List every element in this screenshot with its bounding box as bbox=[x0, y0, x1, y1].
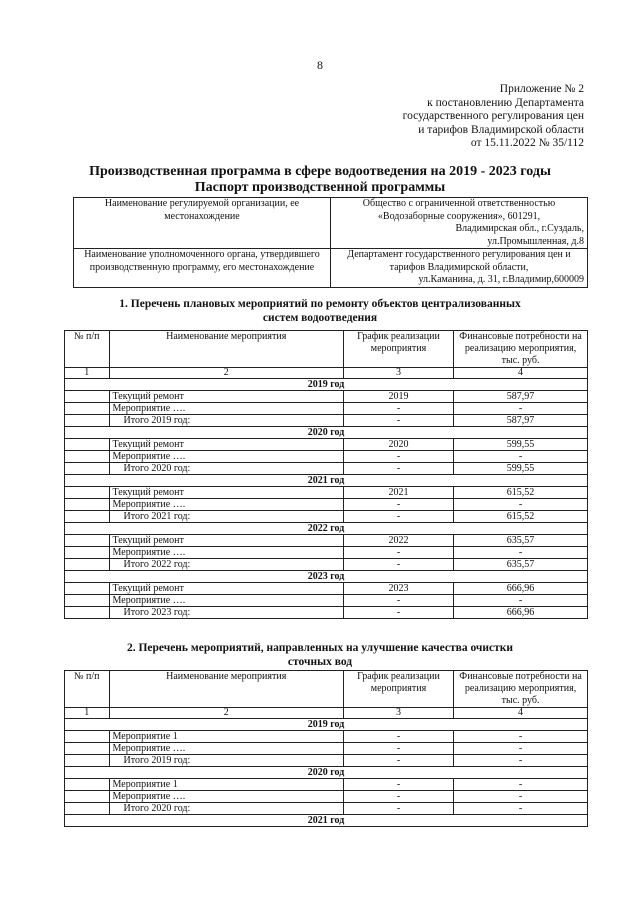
table-row bbox=[65, 403, 588, 415]
year-label: 2023 год bbox=[65, 571, 588, 583]
cost-cell: 599,55 bbox=[454, 463, 588, 475]
schedule-cell: - bbox=[343, 451, 453, 463]
row-number bbox=[65, 415, 110, 427]
year-row bbox=[65, 427, 588, 439]
row-number bbox=[65, 403, 110, 415]
section-title-line: сточных вод bbox=[287, 656, 353, 668]
schedule-cell: 2022 bbox=[343, 535, 453, 547]
table-row bbox=[65, 499, 588, 511]
year-label: 2019 год bbox=[65, 379, 588, 391]
table-row bbox=[65, 791, 588, 803]
row-number bbox=[65, 731, 110, 743]
passport-value bbox=[331, 198, 588, 249]
year-row bbox=[65, 379, 588, 391]
table-row bbox=[65, 511, 588, 523]
cost-cell: - bbox=[454, 451, 588, 463]
schedule-cell: - bbox=[343, 499, 453, 511]
table-row bbox=[65, 595, 588, 607]
column-number: 1 bbox=[65, 368, 110, 379]
row-number bbox=[65, 755, 110, 767]
column-number: 4 bbox=[454, 368, 588, 379]
row-number bbox=[65, 547, 110, 559]
cost-cell: 599,55 bbox=[454, 439, 588, 451]
column-header: График реализации мероприятия bbox=[343, 671, 453, 708]
schedule-cell: - bbox=[343, 547, 453, 559]
table-row bbox=[65, 779, 588, 791]
passport-value-line: ул.Каманина, д. 31, г.Владимир,600009 bbox=[418, 274, 584, 285]
section2-title bbox=[0, 641, 640, 669]
event-name: Текущий ремонт bbox=[109, 439, 343, 451]
schedule-cell: - bbox=[343, 743, 453, 755]
table-row bbox=[65, 439, 588, 451]
row-number bbox=[65, 803, 110, 815]
table-row bbox=[65, 803, 588, 815]
event-name: Мероприятие …. bbox=[109, 743, 343, 755]
year-label: 2020 год bbox=[65, 427, 588, 439]
total-label: Итого 2023 год: bbox=[109, 607, 343, 619]
event-name: Мероприятие …. bbox=[109, 499, 343, 511]
column-number: 1 bbox=[65, 708, 110, 719]
table-row bbox=[65, 607, 588, 619]
treatment-events-table bbox=[64, 670, 588, 827]
column-header: № п/п bbox=[65, 331, 110, 368]
cost-cell: - bbox=[454, 791, 588, 803]
table-row bbox=[65, 731, 588, 743]
table-row bbox=[65, 559, 588, 571]
total-label: Итого 2020 год: bbox=[109, 803, 343, 815]
column-number-row bbox=[65, 708, 588, 719]
cost-cell: 587,97 bbox=[454, 391, 588, 403]
column-number: 3 bbox=[343, 368, 453, 379]
table-row bbox=[65, 391, 588, 403]
row-number bbox=[65, 511, 110, 523]
row-number bbox=[65, 463, 110, 475]
row-number bbox=[65, 583, 110, 595]
year-label: 2021 год bbox=[65, 475, 588, 487]
year-row bbox=[65, 767, 588, 779]
section-title-line: систем водоотведения bbox=[262, 312, 378, 324]
event-name: Мероприятие …. bbox=[109, 791, 343, 803]
cost-cell: - bbox=[454, 499, 588, 511]
table-row bbox=[65, 535, 588, 547]
event-name: Мероприятие 1 bbox=[109, 731, 343, 743]
year-row bbox=[65, 475, 588, 487]
total-label: Итого 2019 год: bbox=[109, 415, 343, 427]
year-row bbox=[65, 815, 588, 827]
year-label: 2021 год bbox=[65, 815, 588, 827]
table-row bbox=[65, 755, 588, 767]
event-name: Текущий ремонт bbox=[109, 391, 343, 403]
year-label: 2019 год bbox=[65, 719, 588, 731]
schedule-cell: - bbox=[343, 511, 453, 523]
year-row bbox=[65, 571, 588, 583]
repair-events-table bbox=[64, 330, 588, 619]
passport-value-line: ул.Промышленная, д.8 bbox=[487, 235, 584, 247]
table-row bbox=[65, 547, 588, 559]
schedule-cell: - bbox=[343, 415, 453, 427]
event-name: Мероприятие …. bbox=[109, 547, 343, 559]
total-label: Итого 2020 год: bbox=[109, 463, 343, 475]
event-name: Мероприятие 1 bbox=[109, 779, 343, 791]
schedule-cell: - bbox=[343, 731, 453, 743]
passport-value-line: Владимирская обл., г.Суздаль, bbox=[455, 223, 584, 234]
passport-row bbox=[74, 198, 588, 249]
total-label: Итого 2021 год: bbox=[109, 511, 343, 523]
cost-cell: 666,96 bbox=[454, 583, 588, 595]
header-row bbox=[65, 671, 588, 708]
row-number bbox=[65, 779, 110, 791]
column-number: 3 bbox=[343, 708, 453, 719]
row-number bbox=[65, 391, 110, 403]
event-name: Текущий ремонт bbox=[109, 535, 343, 547]
section1-title bbox=[0, 297, 640, 325]
table-row bbox=[65, 583, 588, 595]
schedule-cell: - bbox=[343, 463, 453, 475]
cost-cell: - bbox=[454, 755, 588, 767]
cost-cell: - bbox=[454, 803, 588, 815]
cost-cell: 615,52 bbox=[454, 487, 588, 499]
event-name: Текущий ремонт bbox=[109, 487, 343, 499]
column-header: Финансовые потребности на реализацию мероприятия, тыс. руб. bbox=[454, 671, 588, 708]
passport-value bbox=[331, 249, 588, 288]
table-row bbox=[65, 487, 588, 499]
cost-cell: - bbox=[454, 595, 588, 607]
passport-label: Наименование регулируемой организации, ее местонахождение bbox=[74, 198, 331, 249]
passport-value-line: Департамент государственного регулирования цен и тарифов Владимирской области, bbox=[347, 249, 571, 273]
schedule-cell: - bbox=[343, 403, 453, 415]
schedule-cell: - bbox=[343, 755, 453, 767]
table-row bbox=[65, 415, 588, 427]
appendix-line: от 15.11.2022 № 35/112 bbox=[470, 137, 584, 149]
column-number: 4 bbox=[454, 708, 588, 719]
schedule-cell: 2023 bbox=[343, 583, 453, 595]
header-row bbox=[65, 331, 588, 368]
cost-cell: 615,52 bbox=[454, 511, 588, 523]
passport-label: Наименование уполномоченного органа, утвердившего производственную программу, его местонахождение bbox=[74, 249, 331, 288]
section-title-line: 2. Перечень мероприятий, направленных на улучшение качества очистки bbox=[126, 642, 514, 654]
row-number bbox=[65, 791, 110, 803]
total-label: Итого 2019 год: bbox=[109, 755, 343, 767]
event-name: Мероприятие …. bbox=[109, 595, 343, 607]
schedule-cell: - bbox=[343, 779, 453, 791]
year-row bbox=[65, 523, 588, 535]
appendix-line: Приложение № 2 bbox=[499, 83, 584, 95]
schedule-cell: 2021 bbox=[343, 487, 453, 499]
table-row bbox=[65, 743, 588, 755]
appendix-line: государственного регулирования цен bbox=[402, 110, 584, 122]
cost-cell: 635,57 bbox=[454, 559, 588, 571]
cost-cell: 635,57 bbox=[454, 535, 588, 547]
row-number bbox=[65, 595, 110, 607]
year-label: 2022 год bbox=[65, 523, 588, 535]
cost-cell: 666,96 bbox=[454, 607, 588, 619]
section-title-line: 1. Перечень плановых мероприятий по ремонту объектов централизованных bbox=[119, 298, 521, 310]
schedule-cell: 2020 bbox=[343, 439, 453, 451]
row-number bbox=[65, 499, 110, 511]
page-number: 8 bbox=[317, 58, 323, 72]
row-number bbox=[65, 607, 110, 619]
column-header: Наименование мероприятия bbox=[109, 331, 343, 368]
schedule-cell: - bbox=[343, 803, 453, 815]
title-line: Производственная программа в сфере водоотведения на 2019 - 2023 годы bbox=[89, 164, 551, 179]
cost-cell: - bbox=[454, 731, 588, 743]
column-header: № п/п bbox=[65, 671, 110, 708]
column-number-row bbox=[65, 368, 588, 379]
passport-table bbox=[73, 197, 588, 288]
column-number: 2 bbox=[109, 708, 343, 719]
event-name: Мероприятие …. bbox=[109, 403, 343, 415]
row-number bbox=[65, 451, 110, 463]
cost-cell: - bbox=[454, 743, 588, 755]
column-header: График реализации мероприятия bbox=[343, 331, 453, 368]
schedule-cell: - bbox=[343, 607, 453, 619]
table-row bbox=[65, 463, 588, 475]
row-number bbox=[65, 439, 110, 451]
document-title bbox=[0, 164, 640, 196]
row-number bbox=[65, 535, 110, 547]
subtitle-line: Паспорт производственной программы bbox=[194, 180, 446, 195]
column-number: 2 bbox=[109, 368, 343, 379]
column-header: Финансовые потребности на реализацию мероприятия, тыс. руб. bbox=[454, 331, 588, 368]
row-number bbox=[65, 743, 110, 755]
total-label: Итого 2022 год: bbox=[109, 559, 343, 571]
appendix-line: и тарифов Владимирской области bbox=[418, 123, 584, 136]
cost-cell: 587,97 bbox=[454, 415, 588, 427]
row-number bbox=[65, 559, 110, 571]
schedule-cell: - bbox=[343, 595, 453, 607]
passport-row bbox=[74, 249, 588, 288]
schedule-cell: 2019 bbox=[343, 391, 453, 403]
passport-value-line: Общество с ограниченной ответственностью «Водозаборные сооружения», 601291, bbox=[362, 198, 556, 222]
schedule-cell: - bbox=[343, 559, 453, 571]
year-label: 2020 год bbox=[65, 767, 588, 779]
cost-cell: - bbox=[454, 779, 588, 791]
column-header: Наименование мероприятия bbox=[109, 671, 343, 708]
appendix-line: к постановлению Департамента bbox=[427, 96, 584, 109]
table-row bbox=[65, 451, 588, 463]
cost-cell: - bbox=[454, 547, 588, 559]
event-name: Мероприятие …. bbox=[109, 451, 343, 463]
event-name: Текущий ремонт bbox=[109, 583, 343, 595]
schedule-cell: - bbox=[343, 791, 453, 803]
appendix-block bbox=[403, 83, 584, 151]
row-number bbox=[65, 487, 110, 499]
year-row bbox=[65, 719, 588, 731]
cost-cell: - bbox=[454, 403, 588, 415]
